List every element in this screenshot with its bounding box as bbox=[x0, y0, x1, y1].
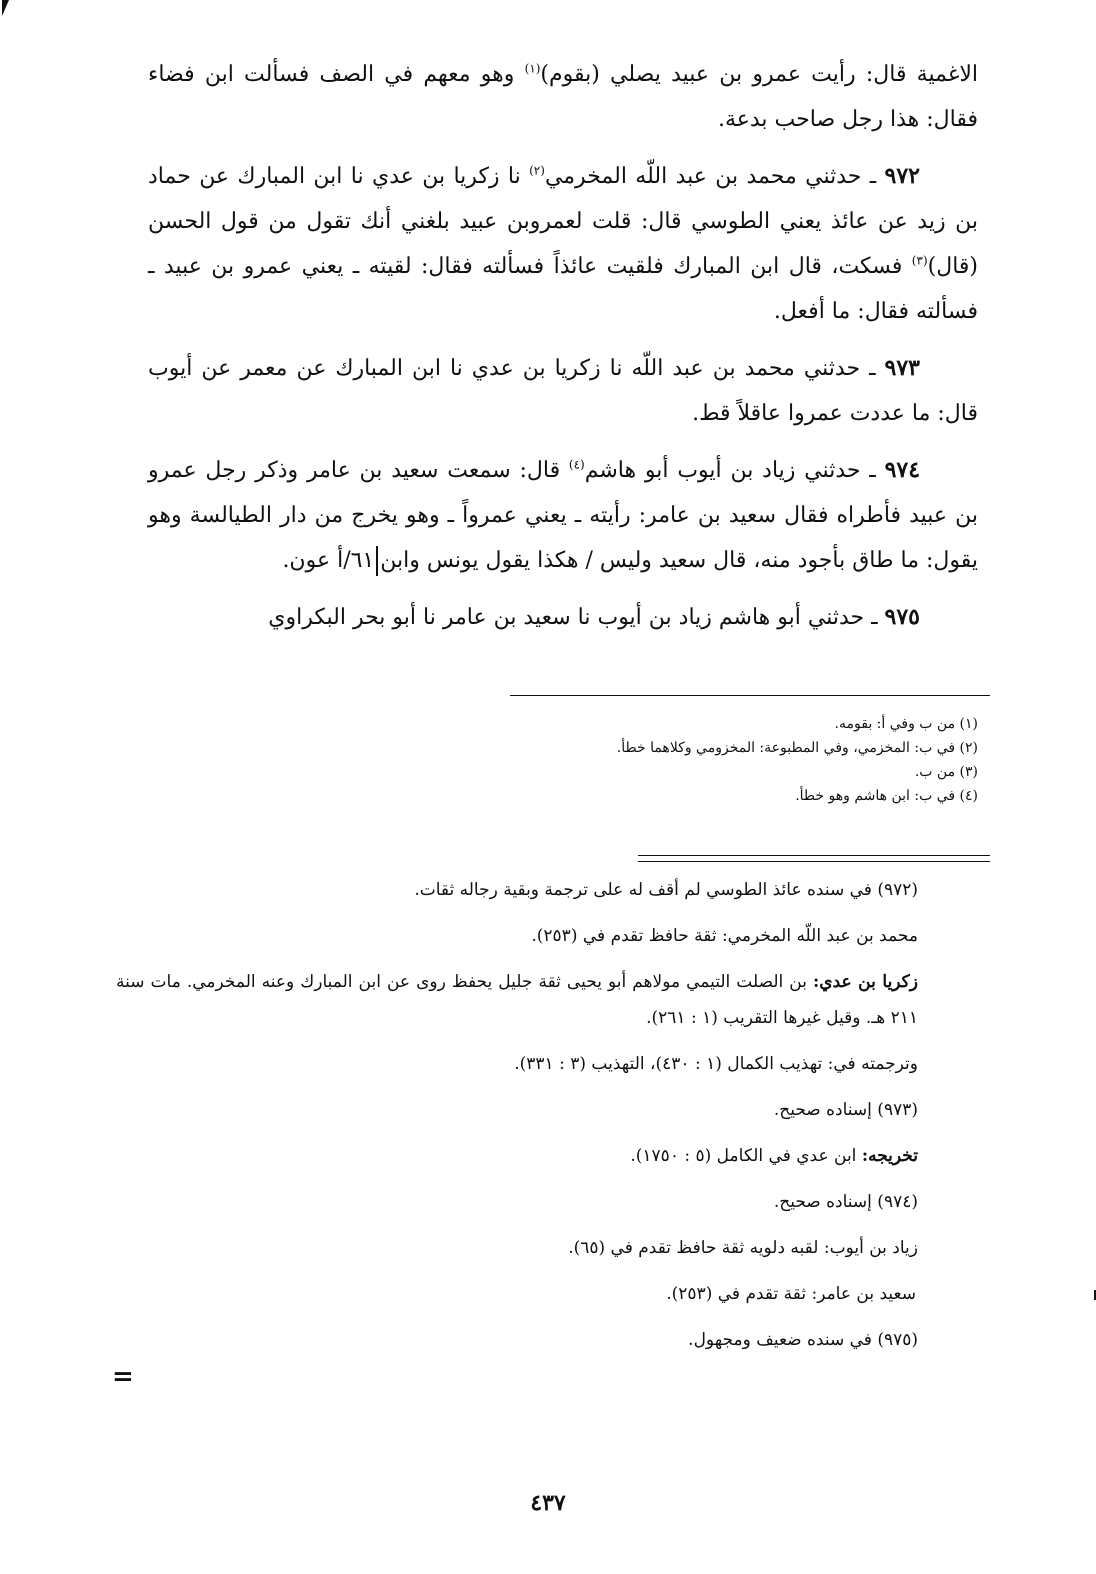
corner-mark bbox=[2, 0, 9, 16]
paragraph-text: قال: سمعت سعيد بن عامر وذكر رجل عمرو بن عبيد فأطراه فقال سعيد بن عامر: رأيته ـ يعني عمرواً ـ وهو يخرج من دار الطيالسة وهو يقول: ما طاق بأجود منه، قال سعيد وليس / هكذا يقول يونس وابن bbox=[148, 458, 978, 573]
footnote-separator bbox=[510, 695, 990, 696]
footnote: (١) من ب وفي أ: بقومه. bbox=[834, 716, 978, 732]
footnote: (٢) في ب: المخزمي، وفي المطبوعة: المخزومي وكلاهما خطأ. bbox=[616, 740, 978, 756]
paragraph-text: نا زكريا بن عدي نا ابن المبارك عن حماد بن زيد عن عائذ يعني الطوسي قال: قلت لعمروبن عبيد بلغني أنك تقول من قول الحسن (قال) bbox=[148, 164, 978, 279]
page-number: ٤٣٧ bbox=[530, 1490, 566, 1516]
commentary-entry: زياد بن أيوب: لقبه دلويه ثقة حافظ تقدم في (٦٥). bbox=[568, 1238, 918, 1258]
commentary-entry: (٩٧٥) في سنده ضعيف ومجهول. bbox=[688, 1330, 918, 1350]
paragraph-974 bbox=[148, 448, 978, 583]
footnote: (٤) في ب: ابن هاشم وهو خطأ. bbox=[795, 788, 978, 804]
commentary-text: ابن عدي في الكامل (٥ : ١٧٥٠). bbox=[630, 1146, 862, 1166]
footnote: (٣) من ب. bbox=[914, 764, 978, 780]
paragraph-text: ـ حدثني أبو هاشم زياد بن أيوب نا سعيد بن عامر نا أبو بحر البكراوي bbox=[268, 605, 885, 630]
paragraph-text: ـ حدثني محمد بن عبد اللّه نا زكريا بن عدي نا ابن المبارك عن معمر عن أيوب قال: ما عددت عمروا عاقلاً قط. bbox=[148, 356, 978, 426]
margin-mark: = bbox=[112, 1362, 134, 1392]
hadith-number: ٩٧٣ bbox=[884, 355, 920, 381]
commentary-entry bbox=[116, 1138, 976, 1174]
commentary-entry: (٩٧٣) إسناده صحيح. bbox=[773, 1100, 918, 1120]
paragraph-972 bbox=[148, 154, 978, 334]
commentary-separator bbox=[638, 855, 990, 862]
manuscript-folio-marker: ٦١/أ bbox=[337, 548, 375, 573]
hadith-number: ٩٧٥ bbox=[884, 604, 920, 630]
paragraph-text: وهو معهم في الصف فسألت ابن فضاء فقال: هذا رجل صاحب بدعة. bbox=[148, 62, 978, 132]
commentary-term: تخريجه: bbox=[861, 1146, 918, 1166]
footnotes bbox=[418, 712, 978, 808]
footnote-ref: (٢) bbox=[529, 163, 545, 178]
paragraph-text: ـ حدثني محمد بن عبد اللّه المخرمي bbox=[544, 164, 885, 189]
paragraph-text: عون. bbox=[282, 548, 338, 573]
paragraph-text: ـ حدثني زياد بن أيوب أبو هاشم bbox=[584, 458, 885, 483]
commentary-entry: محمد بن عبد اللّه المخرمي: ثقة حافظ تقدم في (٢٥٣). bbox=[531, 926, 918, 946]
paragraph-text: الاغمية قال: رأيت عمرو بن عبيد يصلي (بقوم) bbox=[540, 62, 978, 87]
paragraph-975 bbox=[148, 595, 978, 640]
commentary-entry: سعيد بن عامر: ثقة تقدم في (٢٥٣). bbox=[666, 1284, 916, 1304]
paragraph-text: فسكت، قال ابن المبارك فلقيت عائذاً فسألته فقال: لقيته ـ يعني عمرو بن عبيد ـ فسألته فقال: ما أفعل. bbox=[148, 254, 978, 324]
commentary-term: زكريا بن عدي: bbox=[812, 972, 918, 992]
paragraph-continuation bbox=[148, 52, 978, 142]
main-text bbox=[148, 52, 978, 652]
folio-divider bbox=[376, 546, 378, 576]
footnote-ref: (١) bbox=[524, 61, 541, 76]
commentary bbox=[116, 872, 976, 1368]
commentary-text: بن الصلت التيمي مولاهم أبو يحيى ثقة جليل يحفظ روى عن ابن المبارك وعنه المخرمي. مات سنة ٢١١ هـ. وقيل غيرها التقريب (١ : ٢٦١). bbox=[116, 972, 918, 1028]
commentary-entry: (٩٧٢) في سنده عائذ الطوسي لم أقف له على ترجمة وبقية رجاله ثقات. bbox=[414, 880, 918, 900]
paragraph-973 bbox=[148, 346, 978, 436]
commentary-entry: وترجمته في: تهذيب الكمال (١ : ٤٣٠)، التهذيب (٣ : ٣٣١). bbox=[514, 1054, 918, 1074]
hadith-number: ٩٧٤ bbox=[884, 457, 921, 483]
commentary-entry bbox=[116, 964, 976, 1036]
footnote-ref: (٣) bbox=[911, 253, 928, 268]
commentary-entry: (٩٧٤) إسناده صحيح. bbox=[773, 1192, 918, 1212]
hadith-number: ٩٧٢ bbox=[884, 163, 920, 189]
footnote-ref: (٤) bbox=[568, 457, 585, 472]
